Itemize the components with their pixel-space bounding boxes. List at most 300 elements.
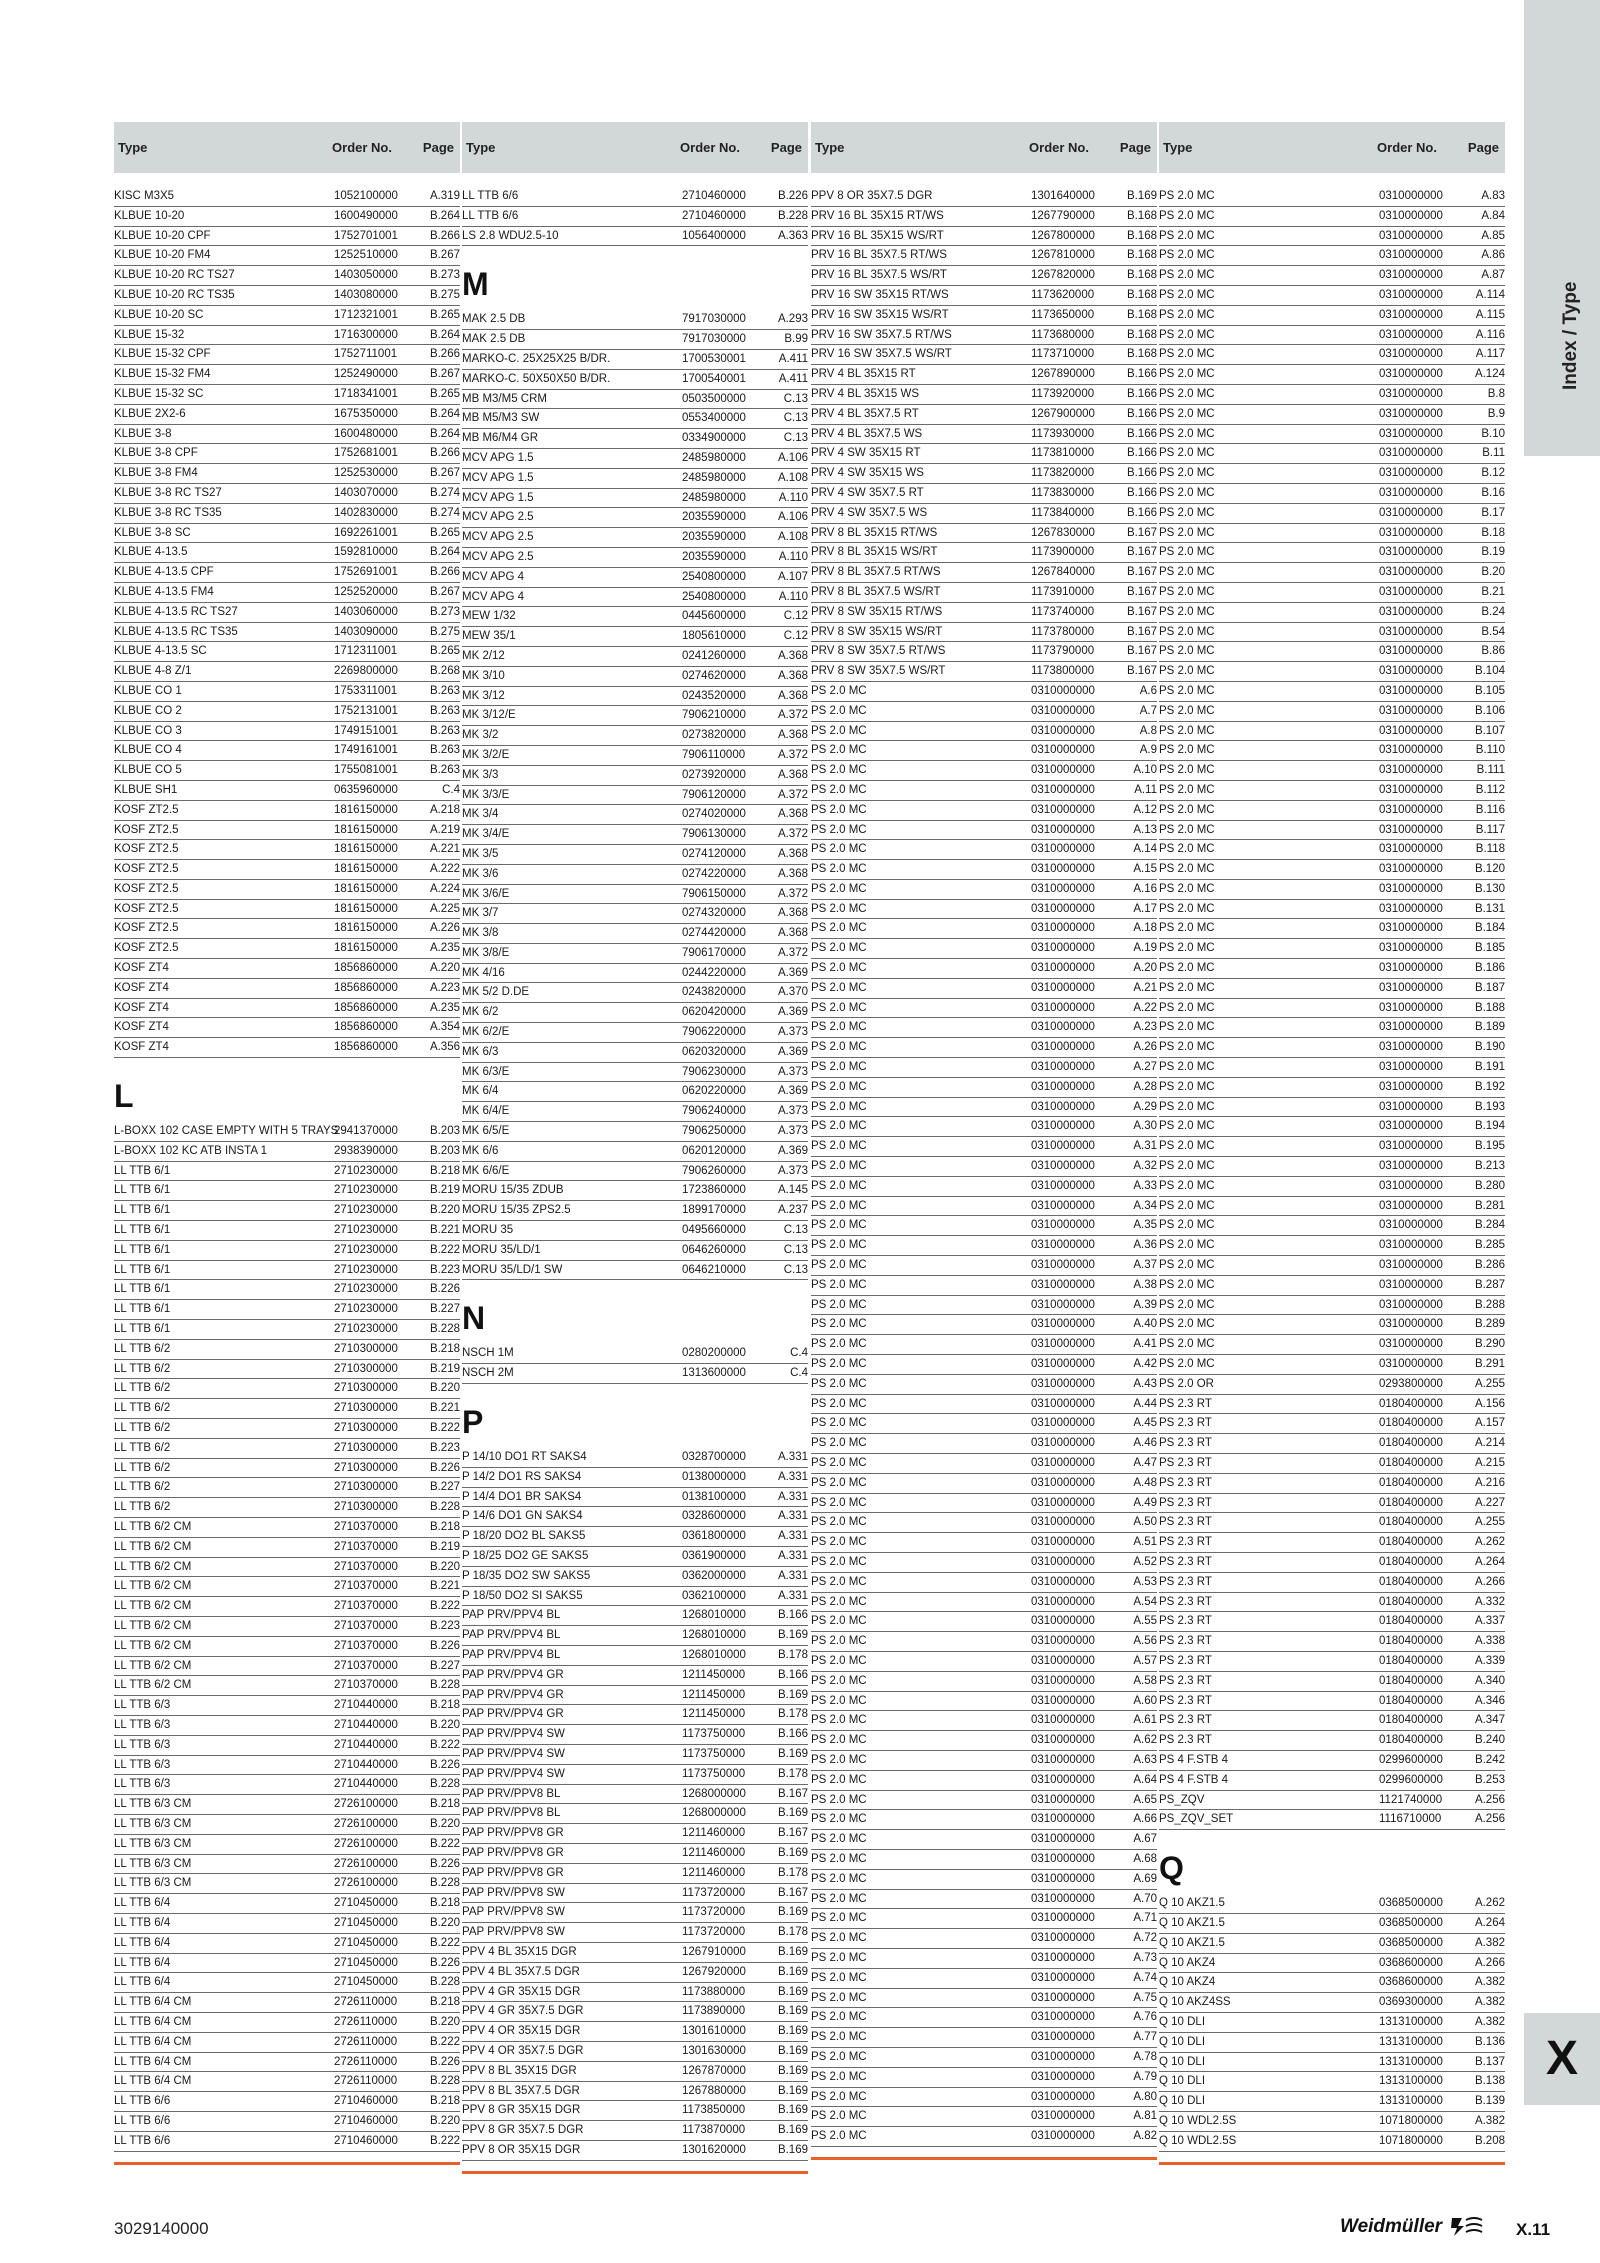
index-row — [1159, 1375, 1505, 1395]
type-cell: PS 2.0 MC — [811, 1714, 867, 1727]
type-cell: PAP PRV/PPV8 BL — [462, 1787, 561, 1800]
order-no-cell: 2938390000 — [334, 1144, 398, 1157]
page-ref-cell: A.12 — [1133, 803, 1157, 816]
order-no-cell: 0310000000 — [1379, 1239, 1443, 1252]
order-no-cell: 1173650000 — [1031, 308, 1095, 321]
order-no-cell: 0369300000 — [1379, 1996, 1443, 2009]
page-ref-cell: B.166 — [1126, 467, 1157, 480]
page-ref-cell: B.265 — [429, 526, 460, 539]
type-cell: MK 3/5 — [462, 847, 499, 860]
index-row — [811, 1771, 1157, 1791]
type-cell: PPV 4 GR 35X15 DGR — [462, 1985, 581, 1998]
type-cell: PS 2.0 MC — [811, 1496, 867, 1509]
index-row — [462, 1181, 808, 1201]
type-cell: PAP PRV/PPV8 GR — [462, 1846, 564, 1859]
page-ref-cell: A.319 — [429, 190, 460, 202]
section-side-tab — [1524, 0, 1600, 456]
index-row — [811, 365, 1157, 385]
type-cell: LL TTB 6/3 CM — [114, 1877, 192, 1890]
order-no-cell: 0273820000 — [682, 729, 746, 742]
page-ref-cell: B.226 — [429, 1639, 460, 1652]
type-cell: PS 2.0 MC — [1159, 249, 1215, 262]
type-cell: PS 2.0 MC — [1159, 1318, 1215, 1331]
order-no-cell: 1173850000 — [682, 2104, 746, 2117]
page-ref-cell: A.63 — [1133, 1753, 1157, 1766]
page-ref-cell: B.218 — [429, 2095, 460, 2108]
section-letter: Q — [1159, 1850, 1184, 1887]
order-no-cell: 7906130000 — [682, 828, 746, 841]
order-no-cell: 0310000000 — [1031, 942, 1095, 955]
index-row — [114, 1736, 460, 1756]
index-row — [811, 1335, 1157, 1355]
page-ref-cell: B.218 — [429, 1342, 460, 1355]
order-no-cell: 0310000000 — [1379, 823, 1443, 836]
page-ref-cell: A.214 — [1474, 1437, 1505, 1450]
page-ref-cell: A.331 — [777, 1451, 808, 1464]
order-no-cell: 0310000000 — [1031, 1298, 1095, 1311]
order-no-cell: 1173930000 — [1031, 427, 1095, 440]
header-order-no: Order No. — [1029, 140, 1089, 155]
page-ref-cell: A.219 — [429, 823, 460, 836]
order-no-cell: 1211450000 — [682, 1668, 746, 1681]
type-cell: PS 2.0 MC — [1159, 1358, 1215, 1371]
order-no-cell: 1816150000 — [334, 863, 398, 876]
order-no-cell: 1173830000 — [1031, 486, 1095, 499]
index-row — [114, 1419, 460, 1439]
page-ref-cell: B.220 — [429, 1916, 460, 1929]
page-ref-cell: C.13 — [783, 1224, 808, 1237]
type-cell: LL TTB 6/2 CM — [114, 1679, 192, 1692]
type-cell: PS 2.0 MC — [1159, 348, 1215, 361]
page-ref-cell: B.274 — [429, 486, 460, 499]
type-cell: KLBUE 4-13.5 CPF — [114, 566, 214, 579]
order-no-cell: 2710370000 — [334, 1659, 398, 1672]
type-cell: PS 2.0 MC — [1159, 368, 1215, 381]
page-ref-cell: A.331 — [777, 1589, 808, 1602]
type-cell: PS 2.0 MC — [1159, 1239, 1215, 1252]
order-no-cell: 0310000000 — [1379, 942, 1443, 955]
type-cell: PS 2.3 RT — [1159, 1536, 1212, 1549]
index-row — [1159, 306, 1505, 326]
order-no-cell: 0180400000 — [1379, 1437, 1443, 1450]
index-row — [462, 983, 808, 1003]
index-row — [811, 385, 1157, 405]
type-cell: PAP PRV/PPV4 SW — [462, 1747, 565, 1760]
index-row — [1159, 286, 1505, 306]
page-ref-cell: B.226 — [429, 1283, 460, 1296]
page-ref-cell: B.166 — [777, 1668, 808, 1681]
order-no-cell: 0244220000 — [682, 966, 746, 979]
order-no-cell: 0180400000 — [1379, 1397, 1443, 1410]
page-ref-cell: B.222 — [429, 1837, 460, 1850]
order-no-cell: 0310000000 — [1031, 1654, 1095, 1667]
index-row — [1159, 1612, 1505, 1632]
index-row — [1159, 425, 1505, 445]
order-no-cell: 0310000000 — [1031, 1457, 1095, 1469]
page-ref-cell: B.193 — [1474, 1100, 1505, 1113]
page-ref-cell: A.255 — [1474, 1516, 1505, 1529]
index-row — [462, 2082, 808, 2102]
type-cell: LL TTB 6/3 CM — [114, 1817, 192, 1830]
index-row — [462, 1201, 808, 1221]
index-row — [1159, 1751, 1505, 1771]
type-cell: LL TTB 6/2 — [114, 1501, 171, 1514]
page-ref-cell: B.185 — [1474, 942, 1505, 955]
order-no-cell: 0310000000 — [1379, 744, 1443, 757]
page-ref-cell: A.331 — [777, 1530, 808, 1543]
index-row — [1159, 919, 1505, 939]
page-ref-cell: A.347 — [1474, 1714, 1505, 1727]
index-row — [811, 2048, 1157, 2068]
index-row — [462, 1606, 808, 1626]
type-cell: PAP PRV/PPV4 GR — [462, 1688, 564, 1701]
page-ref-cell: B.166 — [1126, 407, 1157, 420]
page-ref-cell: B.169 — [777, 1846, 808, 1859]
page-ref-cell: A.115 — [1475, 308, 1505, 321]
type-cell: PS 2.0 MC — [811, 1932, 867, 1945]
page-ref-cell: B.166 — [1126, 387, 1157, 400]
page-ref-cell: A.9 — [1139, 744, 1157, 757]
index-row — [462, 766, 808, 786]
type-cell: LL TTB 6/4 CM — [114, 2035, 192, 2048]
index-row — [811, 1989, 1157, 2009]
index-row — [462, 1043, 808, 1063]
order-no-cell: 1712311001 — [334, 645, 398, 658]
order-no-cell: 0310000000 — [1031, 1536, 1095, 1549]
page-ref-cell: A.411 — [778, 372, 808, 385]
index-row — [1159, 1593, 1505, 1613]
order-no-cell: 1752681001 — [334, 447, 398, 460]
page-ref-cell: B.264 — [429, 546, 460, 559]
order-no-cell: 1173720000 — [682, 1906, 746, 1919]
index-row — [114, 900, 460, 920]
page-ref-cell: A.293 — [777, 313, 808, 326]
index-row — [462, 1063, 808, 1083]
index-row — [462, 1364, 808, 1384]
order-no-cell: 0310000000 — [1031, 724, 1095, 737]
index-row — [462, 2042, 808, 2062]
order-no-cell: 7906210000 — [682, 709, 746, 722]
page-ref-cell: B.220 — [429, 2114, 460, 2127]
type-cell: PS 2.0 MC — [811, 1318, 867, 1331]
index-row — [811, 1870, 1157, 1890]
order-no-cell: 0310000000 — [1031, 1694, 1095, 1707]
order-no-cell: 0310000000 — [1379, 447, 1443, 460]
page-ref-cell: A.85 — [1481, 229, 1505, 242]
type-cell: KLBUE 15-32 FM4 — [114, 368, 211, 381]
index-row — [114, 1142, 460, 1162]
page-ref-cell: B.178 — [777, 1926, 808, 1939]
order-no-cell: 0310000000 — [1031, 1239, 1095, 1252]
order-no-cell: 2726110000 — [334, 1996, 398, 2009]
page-ref-cell: B.168 — [1126, 288, 1157, 301]
page-ref-cell: A.382 — [1474, 1976, 1505, 1989]
index-row — [1159, 1513, 1505, 1533]
type-cell: LL TTB 6/3 — [114, 1718, 171, 1731]
page-ref-cell: B.240 — [1474, 1734, 1505, 1747]
index-row — [462, 187, 808, 207]
index-row — [811, 1296, 1157, 1316]
chapter-x-tab: X — [1524, 2013, 1600, 2105]
order-no-cell: 0310000000 — [1031, 823, 1095, 836]
page-ref-cell: C.13 — [783, 412, 808, 425]
order-no-cell: 0310000000 — [1031, 1674, 1095, 1687]
page-ref-cell: B.286 — [1474, 1259, 1505, 1272]
index-row — [811, 1414, 1157, 1434]
page-ref-cell: A.218 — [429, 803, 460, 816]
type-cell: PS 2.0 MC — [1159, 684, 1215, 697]
order-no-cell: 2485980000 — [682, 451, 746, 464]
type-cell: MCV APG 4 — [462, 590, 524, 603]
index-row — [114, 1518, 460, 1538]
type-cell: PRV 4 SW 35X15 WS — [811, 467, 924, 480]
page-ref-cell: B.168 — [1126, 269, 1157, 282]
page-ref-cell: A.108 — [777, 531, 808, 544]
order-no-cell: 1211460000 — [682, 1866, 746, 1879]
page-ref-cell: A.372 — [777, 788, 808, 801]
index-row — [114, 1637, 460, 1657]
type-cell: MK 3/6/E — [462, 887, 510, 900]
page-ref-cell: B.178 — [777, 1866, 808, 1879]
page-ref-cell: A.339 — [1474, 1654, 1505, 1667]
page-ref-cell: A.57 — [1133, 1654, 1157, 1667]
type-cell: MK 6/4 — [462, 1085, 499, 1098]
type-cell: PS 2.0 MC — [811, 1080, 867, 1093]
index-row — [114, 583, 460, 603]
order-no-cell: 0310000000 — [1031, 1734, 1095, 1747]
index-row — [462, 1122, 808, 1142]
header-order-no: Order No. — [1377, 140, 1437, 155]
page-ref-cell: B.223 — [429, 1441, 460, 1454]
page-ref-cell: A.370 — [777, 986, 808, 999]
page-ref-cell: B.218 — [429, 1164, 460, 1177]
order-no-cell: 0310000000 — [1379, 645, 1443, 658]
index-row — [1159, 662, 1505, 682]
page-ref-cell: B.184 — [1474, 922, 1505, 935]
index-row — [1159, 1276, 1505, 1296]
type-cell: PS 2.0 MC — [1159, 605, 1215, 618]
order-no-cell: 0310000000 — [1379, 783, 1443, 796]
index-row — [462, 469, 808, 489]
page-ref-cell: A.237 — [777, 1204, 808, 1217]
page-ref-cell: A.262 — [1474, 1897, 1505, 1910]
order-no-cell: 0310000000 — [1031, 1932, 1095, 1945]
index-row — [811, 603, 1157, 623]
order-no-cell: 0310000000 — [1031, 1120, 1095, 1133]
order-no-cell: 2540800000 — [682, 590, 746, 603]
type-cell: MK 5/2 D.DE — [462, 986, 530, 999]
order-no-cell: 0299600000 — [1379, 1753, 1443, 1766]
order-no-cell: 2710460000 — [682, 190, 746, 202]
index-row — [811, 1355, 1157, 1375]
page-ref-cell: A.64 — [1133, 1773, 1157, 1786]
index-row — [114, 840, 460, 860]
order-no-cell: 1403080000 — [334, 288, 398, 301]
type-cell: PRV 4 BL 35X15 RT — [811, 368, 916, 381]
index-row — [462, 1864, 808, 1884]
page-ref-cell: B.118 — [1475, 843, 1505, 856]
page-ref-cell: A.27 — [1133, 1061, 1157, 1074]
index-row — [462, 330, 808, 350]
order-no-cell: 0368500000 — [1379, 1916, 1443, 1929]
index-column-4 — [1159, 122, 1505, 2165]
type-cell: PS 2.0 MC — [1159, 566, 1215, 579]
index-row — [1159, 1355, 1505, 1375]
type-cell: KLBUE 4-13.5 — [114, 546, 188, 559]
page-ref-cell: A.110 — [778, 590, 808, 603]
page-ref-cell: C.13 — [783, 432, 808, 445]
index-row — [462, 904, 808, 924]
order-no-cell: 0310000000 — [1031, 1753, 1095, 1766]
index-row — [114, 2092, 460, 2112]
order-no-cell: 0310000000 — [1031, 1179, 1095, 1192]
index-row — [114, 761, 460, 781]
index-row — [811, 860, 1157, 880]
type-cell: PS 2.0 MC — [811, 1674, 867, 1687]
page-ref-cell: B.188 — [1474, 1001, 1505, 1014]
page-ref-cell: B.168 — [1126, 308, 1157, 321]
page-ref-cell: A.62 — [1133, 1734, 1157, 1747]
type-cell: KOSF ZT2.5 — [114, 922, 179, 935]
index-row — [114, 1914, 460, 1934]
order-no-cell: 0180400000 — [1379, 1615, 1443, 1628]
page-ref-cell: B.178 — [777, 1767, 808, 1780]
type-cell: PS 2.0 MC — [1159, 1001, 1215, 1014]
index-list — [811, 187, 1157, 2147]
type-cell: PS 2.0 MC — [811, 1179, 867, 1192]
order-no-cell: 0310000000 — [1379, 962, 1443, 975]
order-no-cell: 1313100000 — [1379, 2055, 1443, 2068]
type-cell: PS 2.0 MC — [1159, 1179, 1215, 1192]
page-ref-cell: A.50 — [1133, 1516, 1157, 1529]
index-row — [1159, 187, 1505, 207]
index-row — [114, 2112, 460, 2132]
index-row — [114, 741, 460, 761]
order-no-cell: 1173820000 — [1031, 467, 1095, 480]
order-no-cell: 2710230000 — [334, 1323, 398, 1336]
order-no-cell: 0620220000 — [682, 1085, 746, 1098]
order-no-cell: 0180400000 — [1379, 1635, 1443, 1648]
page-ref-cell: A.76 — [1133, 2011, 1157, 2024]
order-no-cell: 1267870000 — [682, 2064, 746, 2077]
order-no-cell: 2710440000 — [334, 1718, 398, 1731]
page-ref-cell: B.289 — [1474, 1318, 1505, 1331]
order-no-cell: 1752131001 — [334, 704, 398, 717]
page-ref-cell: A.106 — [777, 511, 808, 524]
type-cell: MORU 35 — [462, 1224, 514, 1237]
index-row — [114, 1360, 460, 1380]
page-ref-cell: B.192 — [1474, 1080, 1505, 1093]
order-no-cell: 0310000000 — [1379, 387, 1443, 400]
column-end-bar — [114, 2162, 460, 2165]
order-no-cell: 0310000000 — [1031, 2011, 1095, 2024]
page-ref-cell: A.220 — [429, 962, 460, 975]
page-ref-cell: A.337 — [1474, 1615, 1505, 1628]
order-no-cell: 1173750000 — [682, 1728, 746, 1741]
index-row — [811, 1850, 1157, 1870]
type-cell: LL TTB 6/1 — [114, 1283, 171, 1296]
index-row — [114, 979, 460, 999]
order-no-cell: 0310000000 — [1031, 2130, 1095, 2143]
type-cell: PS 2.0 MC — [811, 902, 867, 915]
page-ref-cell: A.41 — [1133, 1338, 1157, 1351]
type-cell: PS 2.0 MC — [1159, 585, 1215, 598]
type-cell: Q 10 DLI — [1159, 2015, 1206, 2028]
type-cell: KOSF ZT2.5 — [114, 863, 179, 876]
page-ref-cell: B.226 — [429, 1461, 460, 1474]
type-cell: PAP PRV/PPV4 SW — [462, 1728, 565, 1741]
type-cell: PS 2.3 RT — [1159, 1575, 1212, 1588]
page-ref-cell: B.104 — [1474, 665, 1505, 678]
type-cell: PS 2.3 RT — [1159, 1397, 1212, 1410]
type-cell: PS 2.0 MC — [811, 2050, 867, 2063]
index-row — [1159, 1934, 1505, 1954]
index-row — [811, 1890, 1157, 1910]
page-ref-cell: A.72 — [1133, 1932, 1157, 1945]
index-row — [114, 2132, 460, 2152]
type-cell: PS 2.3 RT — [1159, 1555, 1212, 1568]
order-no-cell: 0299600000 — [1379, 1773, 1443, 1786]
order-no-cell: 0495660000 — [682, 1224, 746, 1237]
order-no-cell: 1403070000 — [334, 486, 398, 499]
type-cell: LL TTB 6/1 — [114, 1243, 171, 1256]
page-ref-cell: B.273 — [429, 605, 460, 618]
type-cell: LL TTB 6/2 — [114, 1481, 171, 1494]
page-ref-cell: B.169 — [777, 1965, 808, 1978]
order-no-cell: 0310000000 — [1031, 2050, 1095, 2063]
order-no-cell: 0310000000 — [1379, 902, 1443, 915]
order-no-cell: 1071800000 — [1379, 2114, 1443, 2127]
order-no-cell: 2710440000 — [334, 1778, 398, 1791]
index-row — [1159, 741, 1505, 761]
index-row — [462, 885, 808, 905]
type-cell: MK 3/7 — [462, 907, 499, 920]
page-ref-cell: A.227 — [1474, 1496, 1505, 1509]
index-row — [462, 1527, 808, 1547]
page-ref-cell: A.87 — [1481, 269, 1505, 282]
page-ref-cell: B.19 — [1481, 546, 1505, 559]
page-ref-cell: B.169 — [777, 1985, 808, 1998]
index-row — [811, 1098, 1157, 1118]
order-no-cell: 0310000000 — [1379, 526, 1443, 539]
type-cell: L-BOXX 102 KC ATB INSTA 1 — [114, 1144, 267, 1157]
order-no-cell: 0310000000 — [1031, 1575, 1095, 1588]
index-row — [1159, 1533, 1505, 1553]
page-ref-cell: B.228 — [429, 2075, 460, 2088]
order-no-cell: 0310000000 — [1031, 1278, 1095, 1291]
type-cell: MORU 35/LD/1 SW — [462, 1263, 563, 1276]
order-no-cell: 0310000000 — [1379, 1061, 1443, 1074]
type-cell: PS 2.0 MC — [811, 2130, 867, 2143]
type-cell: LL TTB 6/4 CM — [114, 2075, 192, 2088]
type-cell: MORU 15/35 ZDUB — [462, 1184, 564, 1197]
weidmuller-logo-icon — [1450, 2214, 1484, 2238]
column-end-bar — [1159, 2162, 1505, 2165]
type-cell: PPV 4 GR 35X7.5 DGR — [462, 2005, 584, 2018]
order-no-cell: 0310000000 — [1379, 1278, 1443, 1291]
index-row — [1159, 2112, 1505, 2132]
page-ref-cell: B.168 — [1126, 328, 1157, 341]
order-no-cell: 7906110000 — [682, 748, 746, 761]
order-no-cell: 0310000000 — [1031, 1793, 1095, 1806]
page-ref-cell: A.55 — [1133, 1615, 1157, 1628]
type-cell: KOSF ZT2.5 — [114, 803, 179, 816]
page-ref-cell: C.4 — [790, 1347, 808, 1360]
type-cell: PS 2.0 MC — [1159, 962, 1215, 975]
type-cell: PS 2.0 MC — [811, 1852, 867, 1865]
page-ref-cell: B.18 — [1481, 526, 1505, 539]
page-ref-cell: B.287 — [1474, 1278, 1505, 1291]
